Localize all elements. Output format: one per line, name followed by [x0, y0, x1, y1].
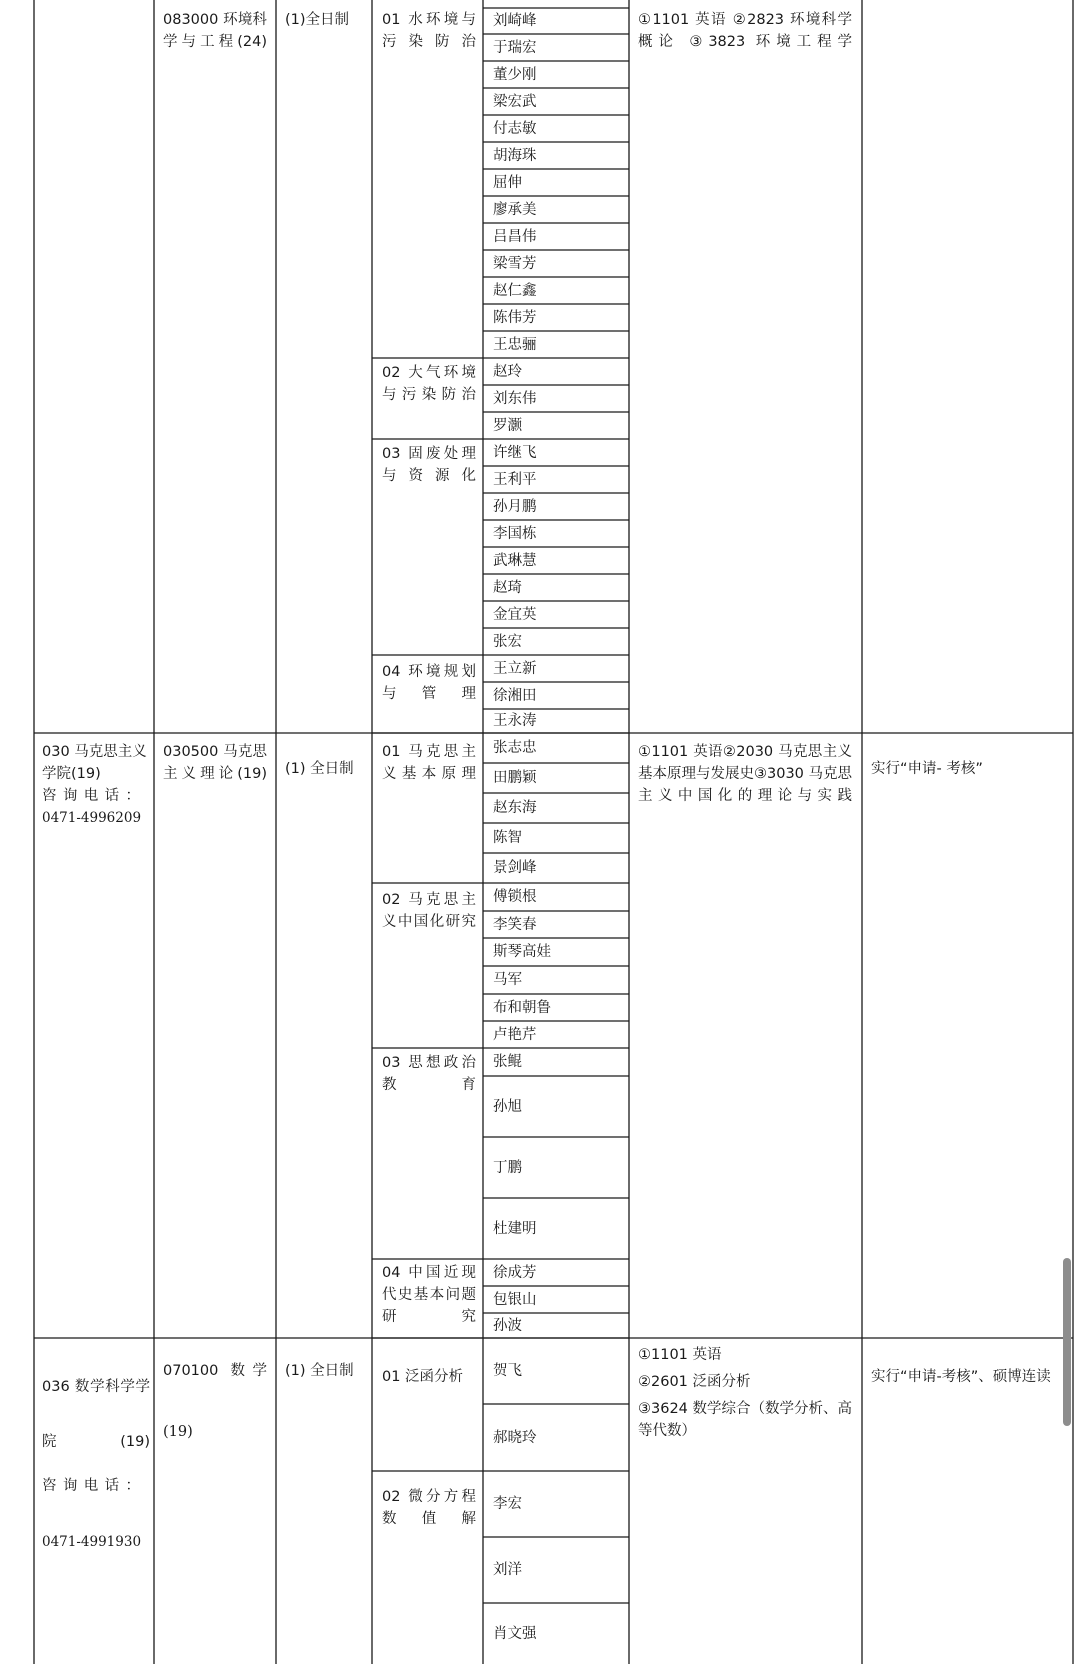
- direction-cell: 02 微分方程数值解: [382, 1489, 476, 1527]
- tutor-name: 陈伟芳: [493, 309, 537, 326]
- direction-cell: 03 固废处理与资源化: [382, 446, 476, 484]
- tutor-name: 武琳慧: [493, 552, 537, 569]
- college-name: 030 马克思主义学院(19): [42, 744, 147, 782]
- exam-subject-line: ③3624 数学综合（数学分析、高等代数）: [638, 1401, 853, 1439]
- major-cell: 030500 马克思主义理论(19): [163, 744, 267, 782]
- phone-number: 0471-4996209: [42, 810, 142, 826]
- exam-subjects-cell: ①1101 英语 ②2823 环境科学概论 ③3823 环境工程学: [638, 12, 852, 50]
- exam-subjects-cell: ①1101 英语②2030 马克思主义基本原理与发展史③3030 马克思主义中国化的理论与实践: [638, 744, 853, 804]
- phone-number: 0471-4991930: [42, 1534, 142, 1550]
- tutor-name: 斯琴高娃: [493, 944, 551, 960]
- tutor-name: 徐湘田: [493, 687, 537, 704]
- tutor-name: 胡海珠: [493, 147, 537, 164]
- tutor-name: 丁鹏: [493, 1159, 522, 1176]
- direction-cell: 02 大气环境与污染防治: [382, 365, 476, 403]
- tutor-name: 董少刚: [493, 66, 537, 83]
- tutor-name: 包银山: [493, 1291, 537, 1308]
- direction-cell: 01 马克思主义基本原理: [382, 744, 476, 782]
- phone-label: 咨询电话：: [42, 788, 140, 804]
- tutor-name: 许继飞: [493, 444, 537, 461]
- tutor-name: 刘崎峰: [493, 13, 537, 29]
- direction-cell: 04 环境规划与管理: [382, 664, 476, 702]
- note-cell: 实行“申请- 考核”: [871, 761, 983, 777]
- tutor-name: 赵玲: [493, 363, 522, 380]
- tutor-name: 张宏: [493, 633, 522, 650]
- tutor-name: 屈伸: [493, 174, 522, 191]
- tutor-name: 赵仁鑫: [493, 282, 537, 299]
- tutor-name: 罗灏: [493, 417, 522, 434]
- direction-cell: 04 中国近现代史基本问题研究: [382, 1265, 476, 1325]
- study-mode-cell: (1) 全日制: [285, 761, 354, 777]
- exam-subject-line: ②2601 泛函分析: [638, 1374, 751, 1390]
- tutor-name: 卢艳芹: [493, 1026, 537, 1043]
- tutor-name: 刘东伟: [493, 390, 537, 407]
- tutor-name: 傅锁根: [493, 889, 537, 905]
- tutor-name: 张鲲: [493, 1054, 522, 1070]
- tutor-name: 郝晓玲: [493, 1429, 537, 1446]
- major-cell: 083000 环境科学与工程(24): [163, 12, 267, 50]
- tutor-name: 布和朝鲁: [493, 999, 551, 1016]
- tutor-name: 王立新: [493, 660, 537, 677]
- tutor-name: 李国栋: [493, 525, 537, 542]
- phone-label: 咨询电话：: [42, 1478, 140, 1494]
- tutor-name: 景剑峰: [493, 860, 537, 876]
- tutor-name: 于瑞宏: [493, 39, 537, 56]
- study-mode-cell: (1) 全日制: [285, 1363, 354, 1379]
- tutor-name: 孙波: [493, 1317, 522, 1334]
- direction-cell: 02 马克思主义中国化研究: [382, 892, 476, 930]
- tutor-name: 张志忠: [493, 740, 537, 756]
- tutor-name: 梁宏武: [493, 93, 537, 110]
- tutor-name: 赵琦: [493, 579, 522, 596]
- major-count: (19): [163, 1424, 193, 1440]
- tutor-name: 杜建明: [493, 1220, 537, 1237]
- tutor-name: 陈智: [493, 830, 522, 846]
- tutor-name: 付志敏: [493, 120, 537, 137]
- tutor-name: 赵东海: [493, 800, 537, 816]
- tutor-name: 王忠骊: [493, 336, 537, 353]
- tutor-name: 廖承美: [493, 201, 537, 218]
- tutor-name: 贺飞: [493, 1363, 522, 1379]
- tutor-name: 王永涛: [493, 713, 537, 729]
- tutor-name: 金宜英: [493, 606, 537, 623]
- tutor-name: 吕昌伟: [493, 228, 537, 245]
- major-cell: 070100 数学: [163, 1363, 267, 1379]
- tutor-name: 肖文强: [493, 1625, 537, 1642]
- tutor-name: 梁雪芳: [493, 255, 537, 272]
- study-mode-cell: (1)全日制: [285, 12, 350, 28]
- note-cell: 实行“申请-考核”、硕博连读: [871, 1369, 1051, 1385]
- scrollbar-thumb[interactable]: [1063, 1258, 1071, 1426]
- tutor-name: 刘洋: [493, 1562, 522, 1578]
- tutor-name: 孙旭: [493, 1098, 522, 1115]
- tutor-name: 王利平: [493, 471, 537, 488]
- tutor-name: 马军: [493, 972, 522, 988]
- tutor-name: 徐成芳: [493, 1264, 537, 1281]
- direction-cell: 01 水环境与污染防治: [382, 12, 476, 50]
- tutor-name: 李宏: [493, 1496, 522, 1512]
- exam-subject-line: ①1101 英语: [638, 1347, 722, 1363]
- tutor-name: 李笑春: [493, 916, 537, 933]
- college-name: 036 数学科学学院(19): [42, 1379, 150, 1450]
- direction-cell: 03 思想政治教育: [382, 1055, 476, 1093]
- tutor-name: 孙月鹏: [493, 498, 537, 515]
- tutor-name: 田鹏颖: [493, 770, 537, 786]
- direction-cell: 01 泛函分析: [382, 1369, 464, 1385]
